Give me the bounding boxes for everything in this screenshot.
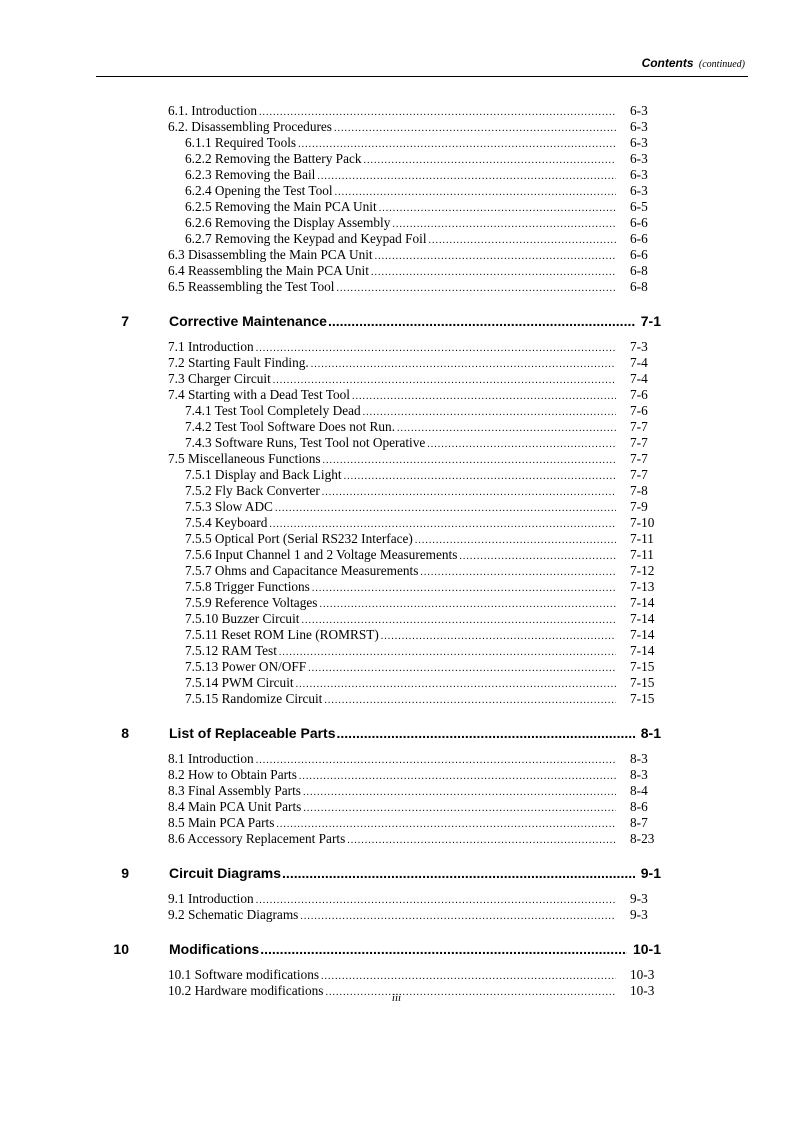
chapter-number: 8	[121, 725, 129, 741]
page-number: iii	[391, 992, 402, 1004]
toc-entry[interactable]	[168, 103, 658, 119]
toc-entry-page: 8-23	[630, 831, 655, 846]
toc-entry-page: 7-7	[630, 451, 648, 466]
toc-entry-title: 7.5.6 Input Channel 1 and 2 Voltage Measurements	[185, 547, 458, 562]
toc-entry-title: 8.3 Final Assembly Parts	[168, 783, 301, 798]
toc-entry-page: 6-3	[630, 103, 648, 118]
leader-dots	[336, 281, 616, 297]
leader-dots	[334, 121, 616, 137]
toc-entry-page: 6-3	[630, 119, 648, 134]
leader-dots	[324, 693, 616, 709]
leader-dots	[317, 169, 616, 185]
chapter-number: 7	[121, 313, 129, 329]
leader-dots	[344, 469, 616, 485]
toc-entry-title: 7.5.12 RAM Test	[185, 643, 277, 658]
toc-entry[interactable]	[185, 183, 658, 199]
chapter-number: 9	[121, 865, 129, 881]
chapter-heading[interactable]	[0, 307, 793, 339]
toc-entry-page: 7-7	[630, 467, 648, 482]
toc-entry[interactable]	[185, 199, 658, 215]
toc-entry-page: 7-4	[630, 371, 648, 386]
toc-entry[interactable]	[168, 371, 658, 387]
toc-entry[interactable]	[168, 751, 658, 767]
leader-dots	[322, 485, 616, 501]
leader-dots	[300, 909, 616, 925]
chapter-number: 10	[113, 941, 129, 957]
toc-entry-title: 7.5.10 Buzzer Circuit	[185, 611, 300, 626]
toc-entry-page: 7-14	[630, 611, 655, 626]
chapter-heading[interactable]	[0, 859, 793, 891]
chapter-heading[interactable]	[0, 935, 793, 967]
toc-entry-title: 9.2 Schematic Diagrams	[168, 907, 299, 922]
leader-dots	[296, 677, 616, 693]
toc-entry[interactable]	[168, 967, 658, 983]
toc-entry[interactable]	[185, 643, 658, 659]
leader-dots	[312, 581, 616, 597]
toc-entry-title: 7.4.3 Software Runs, Test Tool not Operative	[185, 435, 426, 450]
toc-entry-title: 6.2.4 Opening the Test Tool	[185, 183, 333, 198]
toc-entry-title: 10.1 Software modifications	[168, 967, 320, 982]
toc-entry[interactable]	[185, 515, 658, 531]
toc-entry-page: 6-6	[630, 215, 648, 230]
leader-dots	[352, 389, 616, 405]
toc-entry-page: 10-3	[630, 983, 655, 998]
toc-entry-page: 6-5	[630, 199, 648, 214]
toc-entry[interactable]	[168, 263, 658, 279]
toc-entry[interactable]	[185, 135, 658, 151]
toc-entry-title: 7.5.5 Optical Port (Serial RS232 Interface)	[185, 531, 413, 546]
toc-entry-title: 7.5.15 Randomize Circuit	[185, 691, 323, 706]
toc-entry-title: 7.5.3 Slow ADC	[185, 499, 273, 514]
toc-entry[interactable]	[168, 119, 658, 135]
chapter-title: Corrective Maintenance	[169, 313, 327, 329]
leader-dots	[375, 249, 616, 265]
toc-entry-title: 6.2.7 Removing the Keypad and Keypad Foil	[185, 231, 427, 246]
toc-entry-page: 7-7	[630, 435, 648, 450]
toc-entry[interactable]	[185, 659, 658, 675]
toc-entry-title: 10.2 Hardware modifications	[168, 983, 324, 998]
leader-dots	[303, 785, 616, 801]
toc-entry-page: 7-9	[630, 499, 648, 514]
toc-entry[interactable]	[168, 355, 658, 371]
chapter-title: List of Replaceable Parts	[169, 725, 336, 741]
toc-entry[interactable]	[168, 247, 658, 263]
toc-entry-page: 6-3	[630, 151, 648, 166]
toc-entry-title: 7.5.4 Keyboard	[185, 515, 268, 530]
toc-entry-page: 8-3	[630, 767, 648, 782]
toc-entry[interactable]	[168, 783, 658, 799]
chapter-page: 7-1	[640, 313, 661, 329]
toc-entry[interactable]	[185, 675, 658, 691]
leader-dots	[279, 645, 616, 661]
toc-entry-page: 6-6	[630, 247, 648, 262]
toc-entry-title: 7.5.14 PWM Circuit	[185, 675, 294, 690]
toc-entry[interactable]	[185, 595, 658, 611]
leader-dots	[381, 629, 616, 645]
leader-dots	[420, 565, 616, 581]
toc-entry[interactable]	[185, 435, 658, 451]
chapter-link[interactable]	[169, 725, 661, 741]
toc-entry[interactable]	[168, 907, 658, 923]
toc-entry-title: 6.2. Disassembling Procedures	[168, 119, 332, 134]
toc-entry[interactable]	[185, 151, 658, 167]
toc-entry[interactable]	[185, 499, 658, 515]
toc-entry[interactable]	[185, 167, 658, 183]
toc-entry[interactable]	[185, 231, 658, 247]
chapter-page: 8-1	[640, 725, 661, 741]
leader-dots	[299, 769, 616, 785]
toc-entry[interactable]	[185, 483, 658, 499]
toc-entry-title: 8.6 Accessory Replacement Parts	[168, 831, 346, 846]
chapter-page: 10-1	[632, 941, 661, 957]
toc-entry-page: 8-7	[630, 815, 648, 830]
leader-dots	[260, 941, 627, 957]
toc-entry[interactable]	[185, 627, 658, 643]
toc-entry-title: 7.4.2 Test Tool Software Does not Run.	[185, 419, 396, 434]
header-rule	[96, 76, 748, 77]
leader-dots	[363, 405, 616, 421]
toc-entry[interactable]	[185, 531, 658, 547]
toc-entry-page: 9-3	[630, 907, 648, 922]
leader-dots	[308, 661, 616, 677]
toc-entry-title: 7.5.9 Reference Voltages	[185, 595, 318, 610]
toc-entry-page: 7-4	[630, 355, 648, 370]
table-of-contents	[0, 103, 793, 999]
toc-entry-page: 7-14	[630, 627, 655, 642]
toc-entry[interactable]	[168, 799, 658, 815]
toc-entry-page: 7-10	[630, 515, 655, 530]
toc-entry-title: 7.5.1 Display and Back Light	[185, 467, 342, 482]
toc-entry-page: 7-14	[630, 643, 655, 658]
toc-entry-title: 6.3 Disassembling the Main PCA Unit	[168, 247, 373, 262]
toc-entry-title: 7.4.1 Test Tool Completely Dead	[185, 403, 361, 418]
toc-entry[interactable]	[185, 215, 658, 231]
leader-dots	[319, 597, 616, 613]
leader-dots	[429, 233, 616, 249]
toc-entry[interactable]	[185, 467, 658, 483]
toc-entry[interactable]	[168, 815, 658, 831]
header-title: Contents	[641, 56, 694, 70]
toc-entry-title: 6.2.2 Removing the Battery Pack	[185, 151, 362, 166]
toc-entry-title: 9.1 Introduction	[168, 891, 254, 906]
chapter-title: Circuit Diagrams	[169, 865, 282, 881]
leader-dots	[275, 501, 616, 517]
leader-dots	[364, 153, 616, 169]
leader-dots	[427, 437, 616, 453]
toc-entry-page: 6-3	[630, 167, 648, 182]
toc-entry-page: 7-6	[630, 387, 648, 402]
leader-dots	[459, 549, 616, 565]
toc-entry-page: 7-15	[630, 659, 655, 674]
toc-entry[interactable]	[168, 767, 658, 783]
toc-entry-page: 7-13	[630, 579, 655, 594]
chapter-heading[interactable]	[0, 719, 793, 751]
toc-entry[interactable]	[185, 547, 658, 563]
toc-entry-title: 7.2 Starting Fault Finding.	[168, 355, 309, 370]
chapter-page: 9-1	[640, 865, 661, 881]
toc-entry-page: 7-3	[630, 339, 648, 354]
toc-entry[interactable]	[168, 451, 658, 467]
toc-entry-title: 7.5.8 Trigger Functions	[185, 579, 310, 594]
toc-entry-page: 7-6	[630, 403, 648, 418]
leader-dots	[328, 313, 635, 329]
toc-entry[interactable]	[168, 831, 658, 847]
toc-entry-title: 6.5 Reassembling the Test Tool	[168, 279, 335, 294]
leader-dots	[397, 421, 616, 437]
toc-entry[interactable]	[168, 891, 658, 907]
leader-dots	[379, 201, 616, 217]
toc-entry[interactable]	[185, 611, 658, 627]
toc-entry-title: 7.5.11 Reset ROM Line (ROMRST)	[185, 627, 379, 642]
toc-entry-page: 6-6	[630, 231, 648, 246]
leader-dots	[311, 357, 616, 373]
running-header	[0, 56, 745, 70]
leader-dots	[337, 725, 635, 741]
toc-entry-page: 7-12	[630, 563, 655, 578]
toc-entry-title: 7.3 Charger Circuit	[168, 371, 271, 386]
toc-entry-title: 6.1. Introduction	[168, 103, 258, 118]
toc-entry-title: 7.4 Starting with a Dead Test Tool	[168, 387, 350, 402]
toc-entry[interactable]	[185, 403, 658, 419]
toc-entry-page: 8-4	[630, 783, 648, 798]
toc-entry-page: 6-3	[630, 135, 648, 150]
toc-entry-page: 10-3	[630, 967, 655, 982]
toc-entry-page: 8-3	[630, 751, 648, 766]
chapter-title: Modifications	[169, 941, 260, 957]
leader-dots	[371, 265, 616, 281]
toc-entry[interactable]	[185, 691, 658, 707]
toc-entry-page: 7-14	[630, 595, 655, 610]
toc-entry-page: 6-8	[630, 263, 648, 278]
toc-entry-title: 8.1 Introduction	[168, 751, 254, 766]
chapter-link[interactable]	[169, 941, 661, 957]
toc-entry-page: 6-8	[630, 279, 648, 294]
toc-entry[interactable]	[185, 563, 658, 579]
toc-entry-page: 7-11	[630, 531, 654, 546]
toc-entry-page: 9-3	[630, 891, 648, 906]
toc-entry-title: 6.2.5 Removing the Main PCA Unit	[185, 199, 377, 214]
toc-entry[interactable]	[185, 579, 658, 595]
toc-entry-title: 8.5 Main PCA Parts	[168, 815, 275, 830]
chapter-link[interactable]	[169, 865, 661, 881]
toc-entry[interactable]	[168, 279, 658, 295]
toc-entry-page: 7-7	[630, 419, 648, 434]
toc-entry[interactable]	[168, 387, 658, 403]
leader-dots	[256, 341, 616, 357]
toc-entry[interactable]	[168, 339, 658, 355]
toc-entry-page: 7-15	[630, 691, 655, 706]
toc-entry-title: 6.2.6 Removing the Display Assembly	[185, 215, 391, 230]
toc-entry-title: 8.4 Main PCA Unit Parts	[168, 799, 302, 814]
toc-entry[interactable]	[185, 419, 658, 435]
toc-entry-title: 6.1.1 Required Tools	[185, 135, 297, 150]
leader-dots	[347, 833, 616, 849]
chapter-link[interactable]	[169, 313, 661, 329]
toc-entry-title: 8.2 How to Obtain Parts	[168, 767, 297, 782]
toc-entry-page: 7-11	[630, 547, 654, 562]
toc-entry-page: 8-6	[630, 799, 648, 814]
leader-dots	[323, 453, 616, 469]
toc-entry-title: 7.1 Introduction	[168, 339, 254, 354]
header-continued: (continued)	[698, 59, 745, 70]
toc-entry-title: 7.5.13 Power ON/OFF	[185, 659, 307, 674]
toc-entry-title: 6.4 Reassembling the Main PCA Unit	[168, 263, 369, 278]
leader-dots	[256, 893, 616, 909]
toc-entry-title: 7.5 Miscellaneous Functions	[168, 451, 321, 466]
toc-entry-page: 7-8	[630, 483, 648, 498]
toc-entry-page: 6-3	[630, 183, 648, 198]
toc-entry-page: 7-15	[630, 675, 655, 690]
toc-entry-title: 6.2.3 Removing the Bail	[185, 167, 316, 182]
leader-dots	[256, 753, 616, 769]
leader-dots	[303, 801, 616, 817]
leader-dots	[321, 969, 616, 985]
toc-entry-title: 7.5.2 Fly Back Converter	[185, 483, 320, 498]
leader-dots	[282, 865, 635, 881]
toc-entry-title: 7.5.7 Ohms and Capacitance Measurements	[185, 563, 419, 578]
